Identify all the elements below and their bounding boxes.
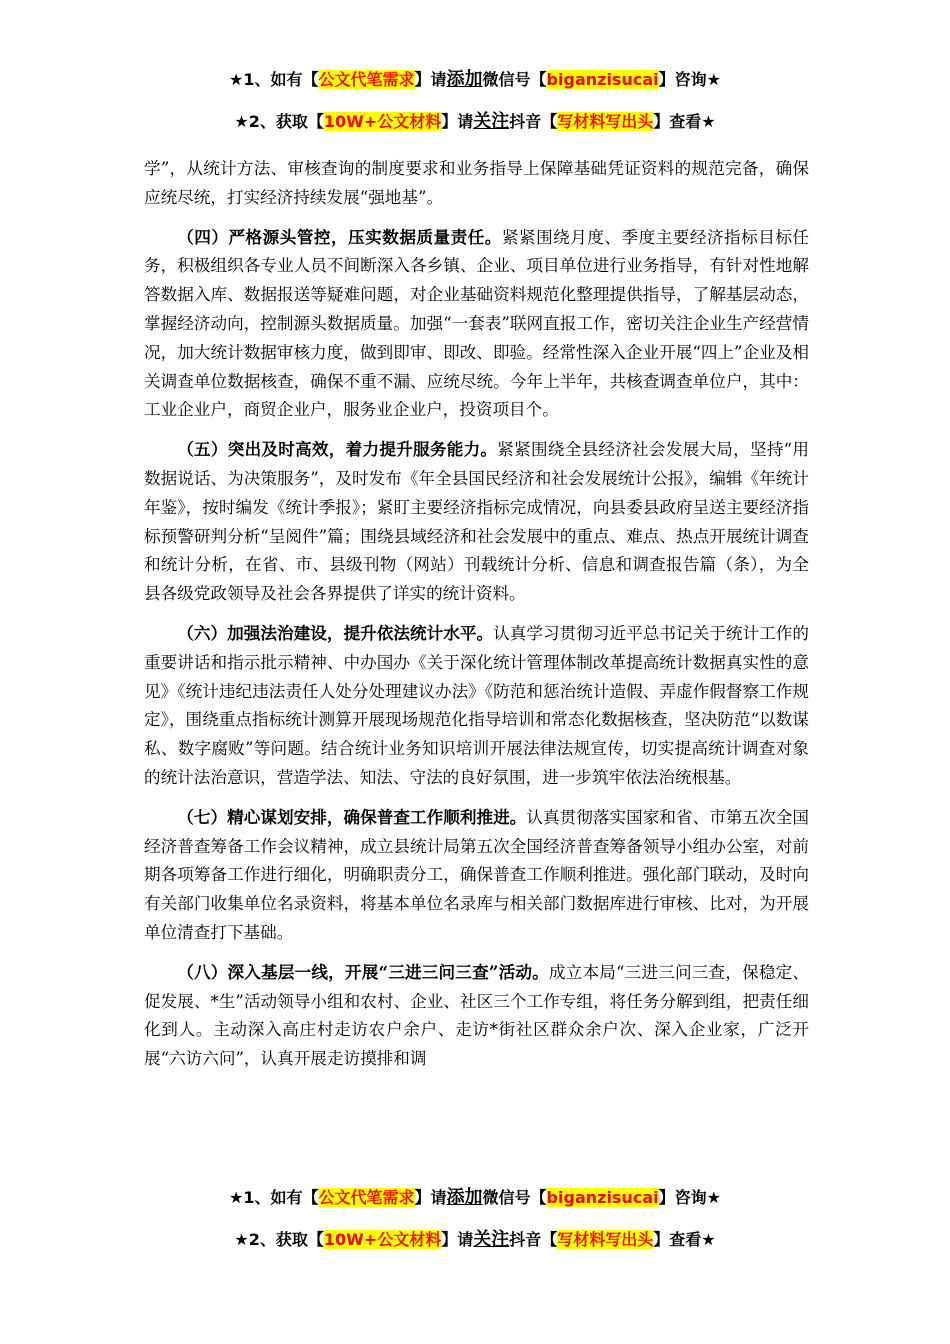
paragraph-text: 学”，从统计方法、审核查询的制度要求和业务指导上保障基础凭证资料的规范完备，确保应统尽统，打实经济持续发展“强地基”。 bbox=[144, 159, 809, 207]
banner-text: 】请 bbox=[414, 70, 447, 89]
banner-emphasis: 添加 bbox=[446, 1187, 483, 1208]
top-banner-line-1 bbox=[0, 68, 950, 92]
banner-prefix: ★2、获取【 bbox=[234, 112, 324, 131]
banner-text: 】请 bbox=[414, 1188, 447, 1207]
banner-prefix: ★1、如有【 bbox=[229, 70, 319, 89]
banner-suffix: 】查看★ bbox=[653, 1230, 716, 1249]
body-paragraph bbox=[144, 619, 809, 793]
body-paragraph bbox=[144, 958, 809, 1074]
banner-suffix: 】查看★ bbox=[653, 112, 716, 131]
top-banner-line-2 bbox=[0, 110, 950, 134]
paragraph-heading: （四）严格源头管控，压实数据质量责任。 bbox=[177, 226, 502, 247]
paragraph-text: 认真学习贯彻习近平总书记关于统计工作的重要讲话和指示批示精神、中办国办《关于深化统计管理体制改革提高统计数据真实性的意见》《统计违纪违法责任人处分处理建议办法》《防范和惩治统计造假、弄虚作假督察工作规定》，围绕重点指标统计测算开展现场规范化指导培训和常态化数据核查，坚决防范“以数谋私、数字腐败”等问题。结合统计业务知识培训开展法律法规宣传，切实提高统计调查对象的统计法治意识，营造学法、知法、守法的良好氛围，进一步筑牢依法治统根基。 bbox=[144, 623, 810, 787]
banner-emphasis: 添加 bbox=[446, 69, 483, 90]
bottom-banner-line-1 bbox=[0, 1186, 950, 1210]
paragraph-text: 紧紧围绕全县经济社会发展大局，坚持“用数据说话、为决策服务”，及时发布《年全县国民经济和社会发展统计公报》，编辑《年统计年鉴》，按时编发《统计季报》；紧盯主要经济指标完成情况，向县委县政府呈送主要经济指标预警研判分析“呈阅件”篇；围绕县域经济和社会发展中的重点、难点、热点开展统计调查和统计分析，在省、市、县级刊物（网站）刊载统计分析、信息和调查报告篇（条），为全县各级党政领导及社会各界提供了详实的统计资料。 bbox=[144, 440, 810, 604]
banner-text: 微信号【 bbox=[482, 70, 547, 89]
banner-text: 抖音【 bbox=[509, 112, 558, 131]
banner-highlight: 10W+公文材料 bbox=[323, 112, 442, 131]
banner-highlight: 公文代笔需求 bbox=[318, 70, 415, 89]
banner-text: 抖音【 bbox=[509, 1230, 558, 1249]
paragraph-heading: （五）突出及时高效，着力提升服务能力。 bbox=[177, 439, 498, 460]
paragraph-heading: （六）加强法治建设，提升依法统计水平。 bbox=[177, 622, 494, 643]
paragraph-text: 成立本局“三进三问三查，保稳定、促发展、*生”活动领导小组和农村、企业、社区三个工作专组，将任务分解到组，把责任细化到人。主动深入高庄村走访农户余户、走访*街社区群众余户次、深入企业家，广泛开展“六访六问”，认真开展走访摸排和调 bbox=[144, 962, 810, 1069]
banner-emphasis: 关注 bbox=[473, 1229, 510, 1250]
body-paragraph bbox=[144, 155, 809, 213]
paragraph-text: 紧紧围绕月度、季度主要经济指标目标任务，积极组织各专业人员不间断深入各乡镇、企业、项目单位进行业务指导，有针对性地解答数据入库、数据报送等疑难问题，对企业基础资料规范化整理提供指导，了解基层动态，掌握经济动向，控制源头数据质量。加强“一套表”联网直报工作，密切关注企业生产经营情况，加大统计数据审核力度，做到即审、即改、即验。经常性深入企业开展“四上”企业及相关调查单位数据核查，确保不重不漏、应统尽统。今年上半年，共核查调查单位户，其中：工业企业户，商贸企业户，服务业企业户，投资项目个。 bbox=[144, 227, 810, 420]
banner-prefix: ★2、获取【 bbox=[234, 1230, 324, 1249]
banner-highlight: biganzisucai bbox=[546, 70, 659, 89]
paragraph-heading: （八）深入基层一线，开展“三进三问三查”活动。 bbox=[177, 961, 549, 982]
banner-text: 】请 bbox=[441, 1230, 474, 1249]
paragraph-text: 认真贯彻落实国家和省、市第五次全国经济普查筹备工作会议精神，成立县统计局第五次全国经济普查筹备领导小组办公室，对前期各项筹备工作进行细化，明确职责分工，确保普查工作顺利推进。强化部门联动，及时向有关部门收集单位名录资料，将基本单位名录库与相关部门数据库进行审核、比对，为开展单位清查打下基础。 bbox=[144, 807, 810, 942]
body-paragraph bbox=[144, 223, 809, 426]
document-body bbox=[144, 155, 809, 1084]
banner-suffix: 】咨询★ bbox=[658, 70, 721, 89]
banner-highlight: 写材料写出头 bbox=[557, 112, 654, 131]
paragraph-heading: （七）精心谋划安排，确保普查工作顺利推进。 bbox=[177, 806, 527, 827]
banner-highlight: biganzisucai bbox=[546, 1188, 659, 1207]
banner-highlight: 写材料写出头 bbox=[557, 1230, 654, 1249]
banner-suffix: 】咨询★ bbox=[658, 1188, 721, 1207]
banner-prefix: ★1、如有【 bbox=[229, 1188, 319, 1207]
body-paragraph bbox=[144, 435, 809, 609]
banner-text: 】请 bbox=[441, 112, 474, 131]
bottom-banner-line-2 bbox=[0, 1228, 950, 1252]
banner-highlight: 10W+公文材料 bbox=[323, 1230, 442, 1249]
body-paragraph bbox=[144, 803, 809, 948]
banner-emphasis: 关注 bbox=[473, 111, 510, 132]
banner-highlight: 公文代笔需求 bbox=[318, 1188, 415, 1207]
banner-text: 微信号【 bbox=[482, 1188, 547, 1207]
